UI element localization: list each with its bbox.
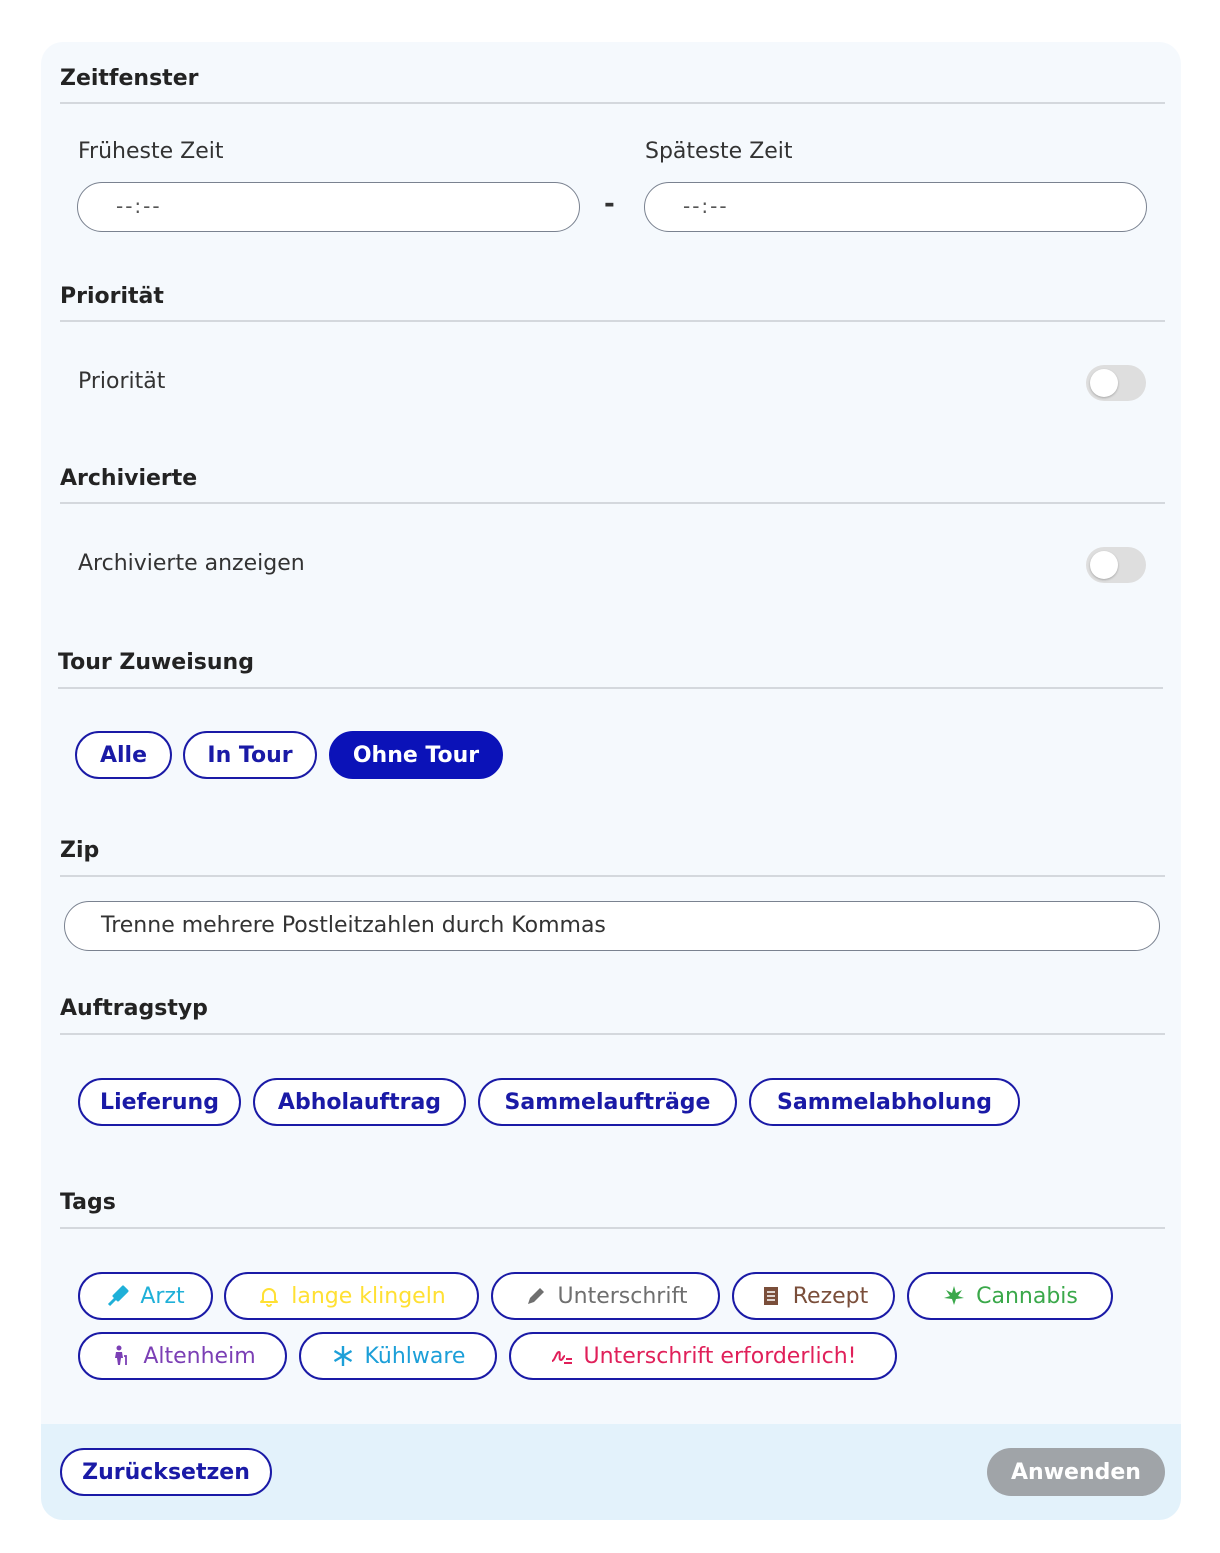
section-title-tour: Tour Zuweisung — [58, 650, 254, 675]
section-title-archivierte: Archivierte — [60, 466, 198, 491]
tag-label: Kühlware — [364, 1343, 466, 1369]
tag-kuehlware[interactable] — [299, 1332, 497, 1380]
apply-button[interactable]: Anwenden — [987, 1448, 1165, 1496]
tour-option-in-tour[interactable]: In Tour — [183, 731, 317, 779]
tag-label: Altenheim — [143, 1343, 256, 1369]
tag-label: Rezept — [792, 1283, 869, 1309]
tag-label: Arzt — [140, 1283, 185, 1309]
tag-arzt[interactable] — [78, 1272, 213, 1320]
cannabis-leaf-icon — [942, 1284, 966, 1308]
divider — [60, 875, 1165, 877]
earliest-time-label: Früheste Zeit — [78, 139, 224, 164]
section-title-tags: Tags — [60, 1190, 116, 1215]
tag-rezept[interactable] — [732, 1272, 895, 1320]
footer-bar — [41, 1424, 1181, 1520]
priority-toggle[interactable] — [1086, 365, 1146, 401]
time-range-separator: - — [604, 189, 615, 219]
earliest-time-input[interactable]: --:-- — [77, 182, 580, 232]
zip-input[interactable]: Trenne mehrere Postleitzahlen durch Kommas — [64, 901, 1160, 951]
reset-button[interactable]: Zurücksetzen — [60, 1448, 272, 1496]
divider — [60, 502, 1165, 504]
bell-icon — [257, 1284, 281, 1308]
snowflake-icon — [331, 1344, 355, 1368]
signature-icon — [550, 1344, 574, 1368]
toggle-knob — [1090, 551, 1118, 579]
section-title-zip: Zip — [60, 838, 100, 863]
elderly-person-icon — [109, 1344, 133, 1368]
archived-toggle[interactable] — [1086, 547, 1146, 583]
filter-panel — [41, 42, 1181, 1520]
section-title-prioritaet: Priorität — [60, 284, 164, 309]
priority-toggle-label: Priorität — [78, 369, 166, 394]
divider — [60, 1227, 1165, 1229]
divider — [60, 320, 1165, 322]
tag-label: Unterschrift — [557, 1283, 688, 1309]
tour-option-ohne-tour[interactable]: Ohne Tour — [329, 731, 503, 779]
divider — [60, 1033, 1165, 1035]
latest-time-input[interactable]: --:-- — [644, 182, 1147, 232]
tag-altenheim[interactable] — [78, 1332, 287, 1380]
tag-label: lange klingeln — [291, 1283, 446, 1309]
receipt-icon — [759, 1284, 783, 1308]
order-type-lieferung[interactable]: Lieferung — [78, 1078, 241, 1126]
latest-time-label: Späteste Zeit — [645, 139, 793, 164]
order-type-sammelabholung[interactable]: Sammelabholung — [749, 1078, 1020, 1126]
syringe-icon — [106, 1284, 130, 1308]
section-title-auftragstyp: Auftragstyp — [60, 996, 208, 1021]
tag-unterschrift-erforderlich[interactable] — [509, 1332, 897, 1380]
pen-icon — [524, 1284, 548, 1308]
tour-option-alle[interactable]: Alle — [75, 731, 172, 779]
divider — [58, 687, 1163, 689]
order-type-abholauftrag[interactable]: Abholauftrag — [253, 1078, 466, 1126]
divider — [60, 102, 1165, 104]
tag-lange-klingeln[interactable] — [224, 1272, 479, 1320]
tag-label: Cannabis — [976, 1283, 1078, 1309]
toggle-knob — [1090, 369, 1118, 397]
tag-cannabis[interactable] — [907, 1272, 1113, 1320]
tag-label: Unterschrift erforderlich! — [583, 1343, 857, 1369]
tag-unterschrift[interactable] — [491, 1272, 720, 1320]
archived-toggle-label: Archivierte anzeigen — [78, 551, 305, 576]
section-title-zeitfenster: Zeitfenster — [60, 66, 199, 91]
order-type-sammelauftraege[interactable]: Sammelaufträge — [478, 1078, 737, 1126]
